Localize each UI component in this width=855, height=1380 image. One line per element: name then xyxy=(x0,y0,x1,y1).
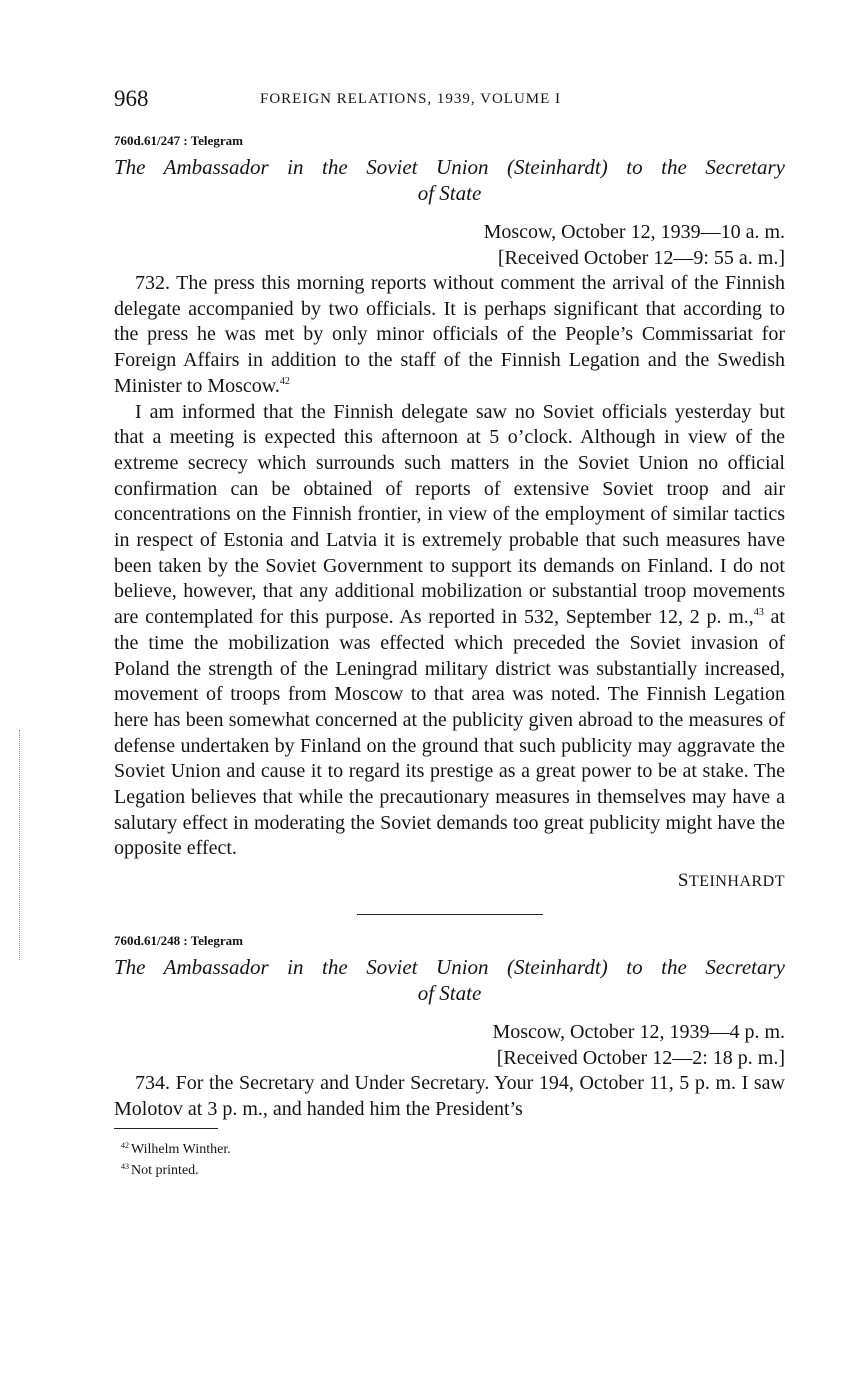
heading-line-2: of State xyxy=(417,181,482,205)
document-heading xyxy=(114,954,785,1006)
body-paragraph xyxy=(114,1071,785,1122)
telegram-732 xyxy=(114,133,785,892)
signature-initial: S xyxy=(677,870,689,892)
footnote-reference: 42 xyxy=(279,375,290,387)
dateline-sent: Moscow, October 12, 1939—4 p. m. xyxy=(492,1021,785,1044)
paragraph-text: 734. For the Secretary and Under Secretary. Your 194, October 11, 5 p. m. I saw Molotov at 3 p. m., and handed him the President’s xyxy=(114,1072,785,1120)
footnote-mark: 42 xyxy=(121,1140,129,1150)
footnote xyxy=(121,1158,785,1179)
document-heading xyxy=(114,154,785,206)
running-head: FOREIGN RELATIONS, 1939, VOLUME I xyxy=(260,91,562,107)
dateline xyxy=(114,219,785,271)
footnote-rule xyxy=(114,1128,218,1129)
document-file-number: 760d.61/248 : Telegram xyxy=(114,933,243,949)
signature xyxy=(114,870,785,892)
footnote-reference: 43 xyxy=(753,607,764,619)
heading-line-2: of State xyxy=(417,981,482,1006)
footnote xyxy=(121,1137,785,1158)
dateline xyxy=(114,1019,785,1071)
paragraph-text: at the time the mobilization was effected which preceded the Soviet invasion of Poland the strength of the Leningrad military district was substantially increased, movement of troops from Moscow to that area was noted. The Finnish Legation here has been somewhat concerned at the publicity given abroad to the measures of defense undertaken by Finland on the ground that such publicity may aggravate the Soviet Union and cause it to regard its prestige as a great power to be at stake. The Legation believes that while the precautionary measures in themselves may have a salutary effect in moderating the Soviet demands too great publicity might have the opposite effect. xyxy=(114,606,785,860)
document-file-number: 760d.61/247 : Telegram xyxy=(114,133,243,148)
telegram-734 xyxy=(114,933,785,1122)
dateline-sent: Moscow, October 12, 1939—10 a. m. xyxy=(483,221,785,243)
body-paragraph xyxy=(114,400,785,863)
paragraph-text: 732. The press this morning reports without comment the arrival of the Finnish delegate accompanied by two officials. It is perhaps significant that according to the press he was met by only minor officials of the People’s Commissariat for Foreign Affairs in addition to the staff of the Finnish Legation and the Swedish Minister to Moscow. xyxy=(114,272,785,397)
page-number: 968 xyxy=(114,86,149,111)
heading-line-1: The Ambassador in the Soviet Union (Steinhardt) to the Secretary xyxy=(114,155,785,179)
footnote-mark: 43 xyxy=(121,1161,129,1171)
document-page xyxy=(114,86,785,1179)
margin-scan-marks xyxy=(19,730,23,960)
page-header xyxy=(114,86,785,116)
body-paragraph xyxy=(114,271,785,400)
signature-rest: TEINHARDT xyxy=(688,873,785,891)
heading-line-1: The Ambassador in the Soviet Union (Steinhardt) to the Secretary xyxy=(114,955,785,980)
dateline-received: [Received October 12—9: 55 a. m.] xyxy=(497,247,785,269)
section-divider xyxy=(357,914,543,915)
footnote-text: Wilhelm Winther. xyxy=(131,1141,231,1157)
paragraph-text: I am informed that the Finnish delegate saw no Soviet officials yesterday but that a meeting is expected this afternoon at 5 o’clock. Although in view of the extreme secrecy which surrounds such matters in the Soviet Union no official confirmation can be obtained of reports of extensive Soviet troop and air concentrations on the Finnish frontier, in view of the employment of similar tactics in respect of Estonia and Latvia it is extremely probable that such measures have been taken by the Soviet Government to support its demands on Finland. I do not believe, however, that any additional mobilization or substantial troop movements are contemplated for this purpose. As reported in 532, September 12, 2 p. m., xyxy=(114,400,785,629)
footnotes xyxy=(114,1137,785,1179)
footnote-text: Not printed. xyxy=(131,1162,199,1178)
dateline-received: [Received October 12—2: 18 p. m.] xyxy=(496,1047,785,1070)
